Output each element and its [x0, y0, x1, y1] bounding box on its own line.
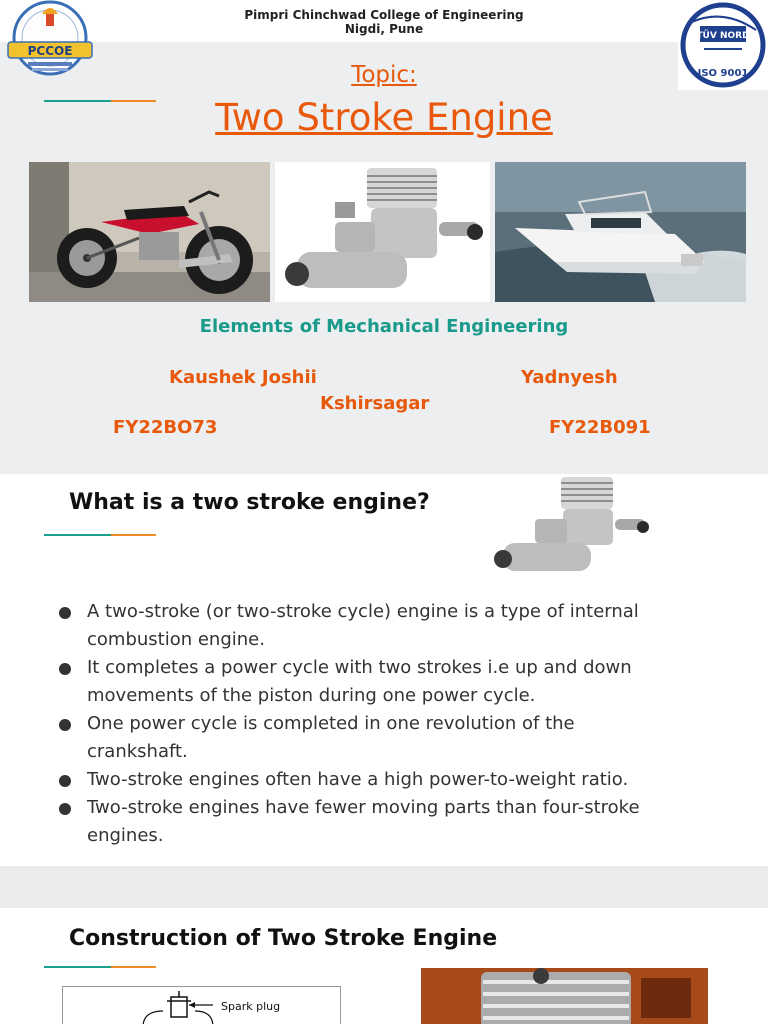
author-name: Kshirsagar [320, 393, 430, 414]
slide-title: Construction of Two Stroke Engine [69, 926, 498, 951]
list-item: Two-stroke engines have fewer moving parts than four-stroke engines. [56, 794, 676, 850]
construction-slide [0, 908, 768, 1024]
accent-line [44, 534, 156, 536]
motorcycle-photo-icon [29, 162, 270, 302]
list-item: A two-stroke (or two-stroke cycle) engine is a type of internal combustion engine. [56, 598, 676, 654]
title-slide [0, 0, 768, 474]
subject-title: Elements of Mechanical Engineering [199, 316, 569, 337]
college-location: Nigdi, Pune [344, 22, 424, 36]
author-name: Yadnyesh [521, 367, 618, 388]
slide-title: What is a two stroke engine? [69, 490, 430, 515]
author-name: Kaushek Joshii [169, 367, 317, 388]
list-item: Two-stroke engines often have a high power-to-weight ratio. [56, 766, 676, 794]
bullet-list [56, 598, 676, 850]
bullet-icon [59, 803, 71, 815]
accent-line [44, 966, 156, 968]
pccoe-logo-text: PCCOE [27, 44, 73, 58]
author-id: FY22BO73 [113, 417, 218, 438]
bullet-icon [59, 663, 71, 675]
engine-cylinder-photo-icon [421, 968, 708, 1024]
iso-cert-text: ISO 9001 [697, 68, 749, 79]
engine-photo-icon [275, 162, 490, 302]
bullet-icon [59, 719, 71, 731]
presentation-title: Two Stroke Engine [215, 96, 553, 139]
list-item: One power cycle is completed in one revolution of the crankshaft. [56, 710, 676, 766]
bullet-icon [59, 775, 71, 787]
tuv-brand-text: TÜV NORD [696, 31, 750, 41]
author-id: FY22B091 [549, 417, 651, 438]
speedboat-photo-icon [495, 162, 746, 302]
engine-diagram [62, 986, 341, 1024]
list-item: It completes a power cycle with two strokes i.e up and down movements of the piston during one power cycle. [56, 654, 676, 710]
college-name: Pimpri Chinchwad College of Engineering [244, 8, 524, 22]
definition-slide [0, 474, 768, 866]
bullet-icon [59, 607, 71, 619]
engine-photo-icon [487, 474, 654, 578]
topic-label: Topic: [351, 62, 417, 88]
spark-plug-label: Spark plug [221, 1000, 281, 1013]
